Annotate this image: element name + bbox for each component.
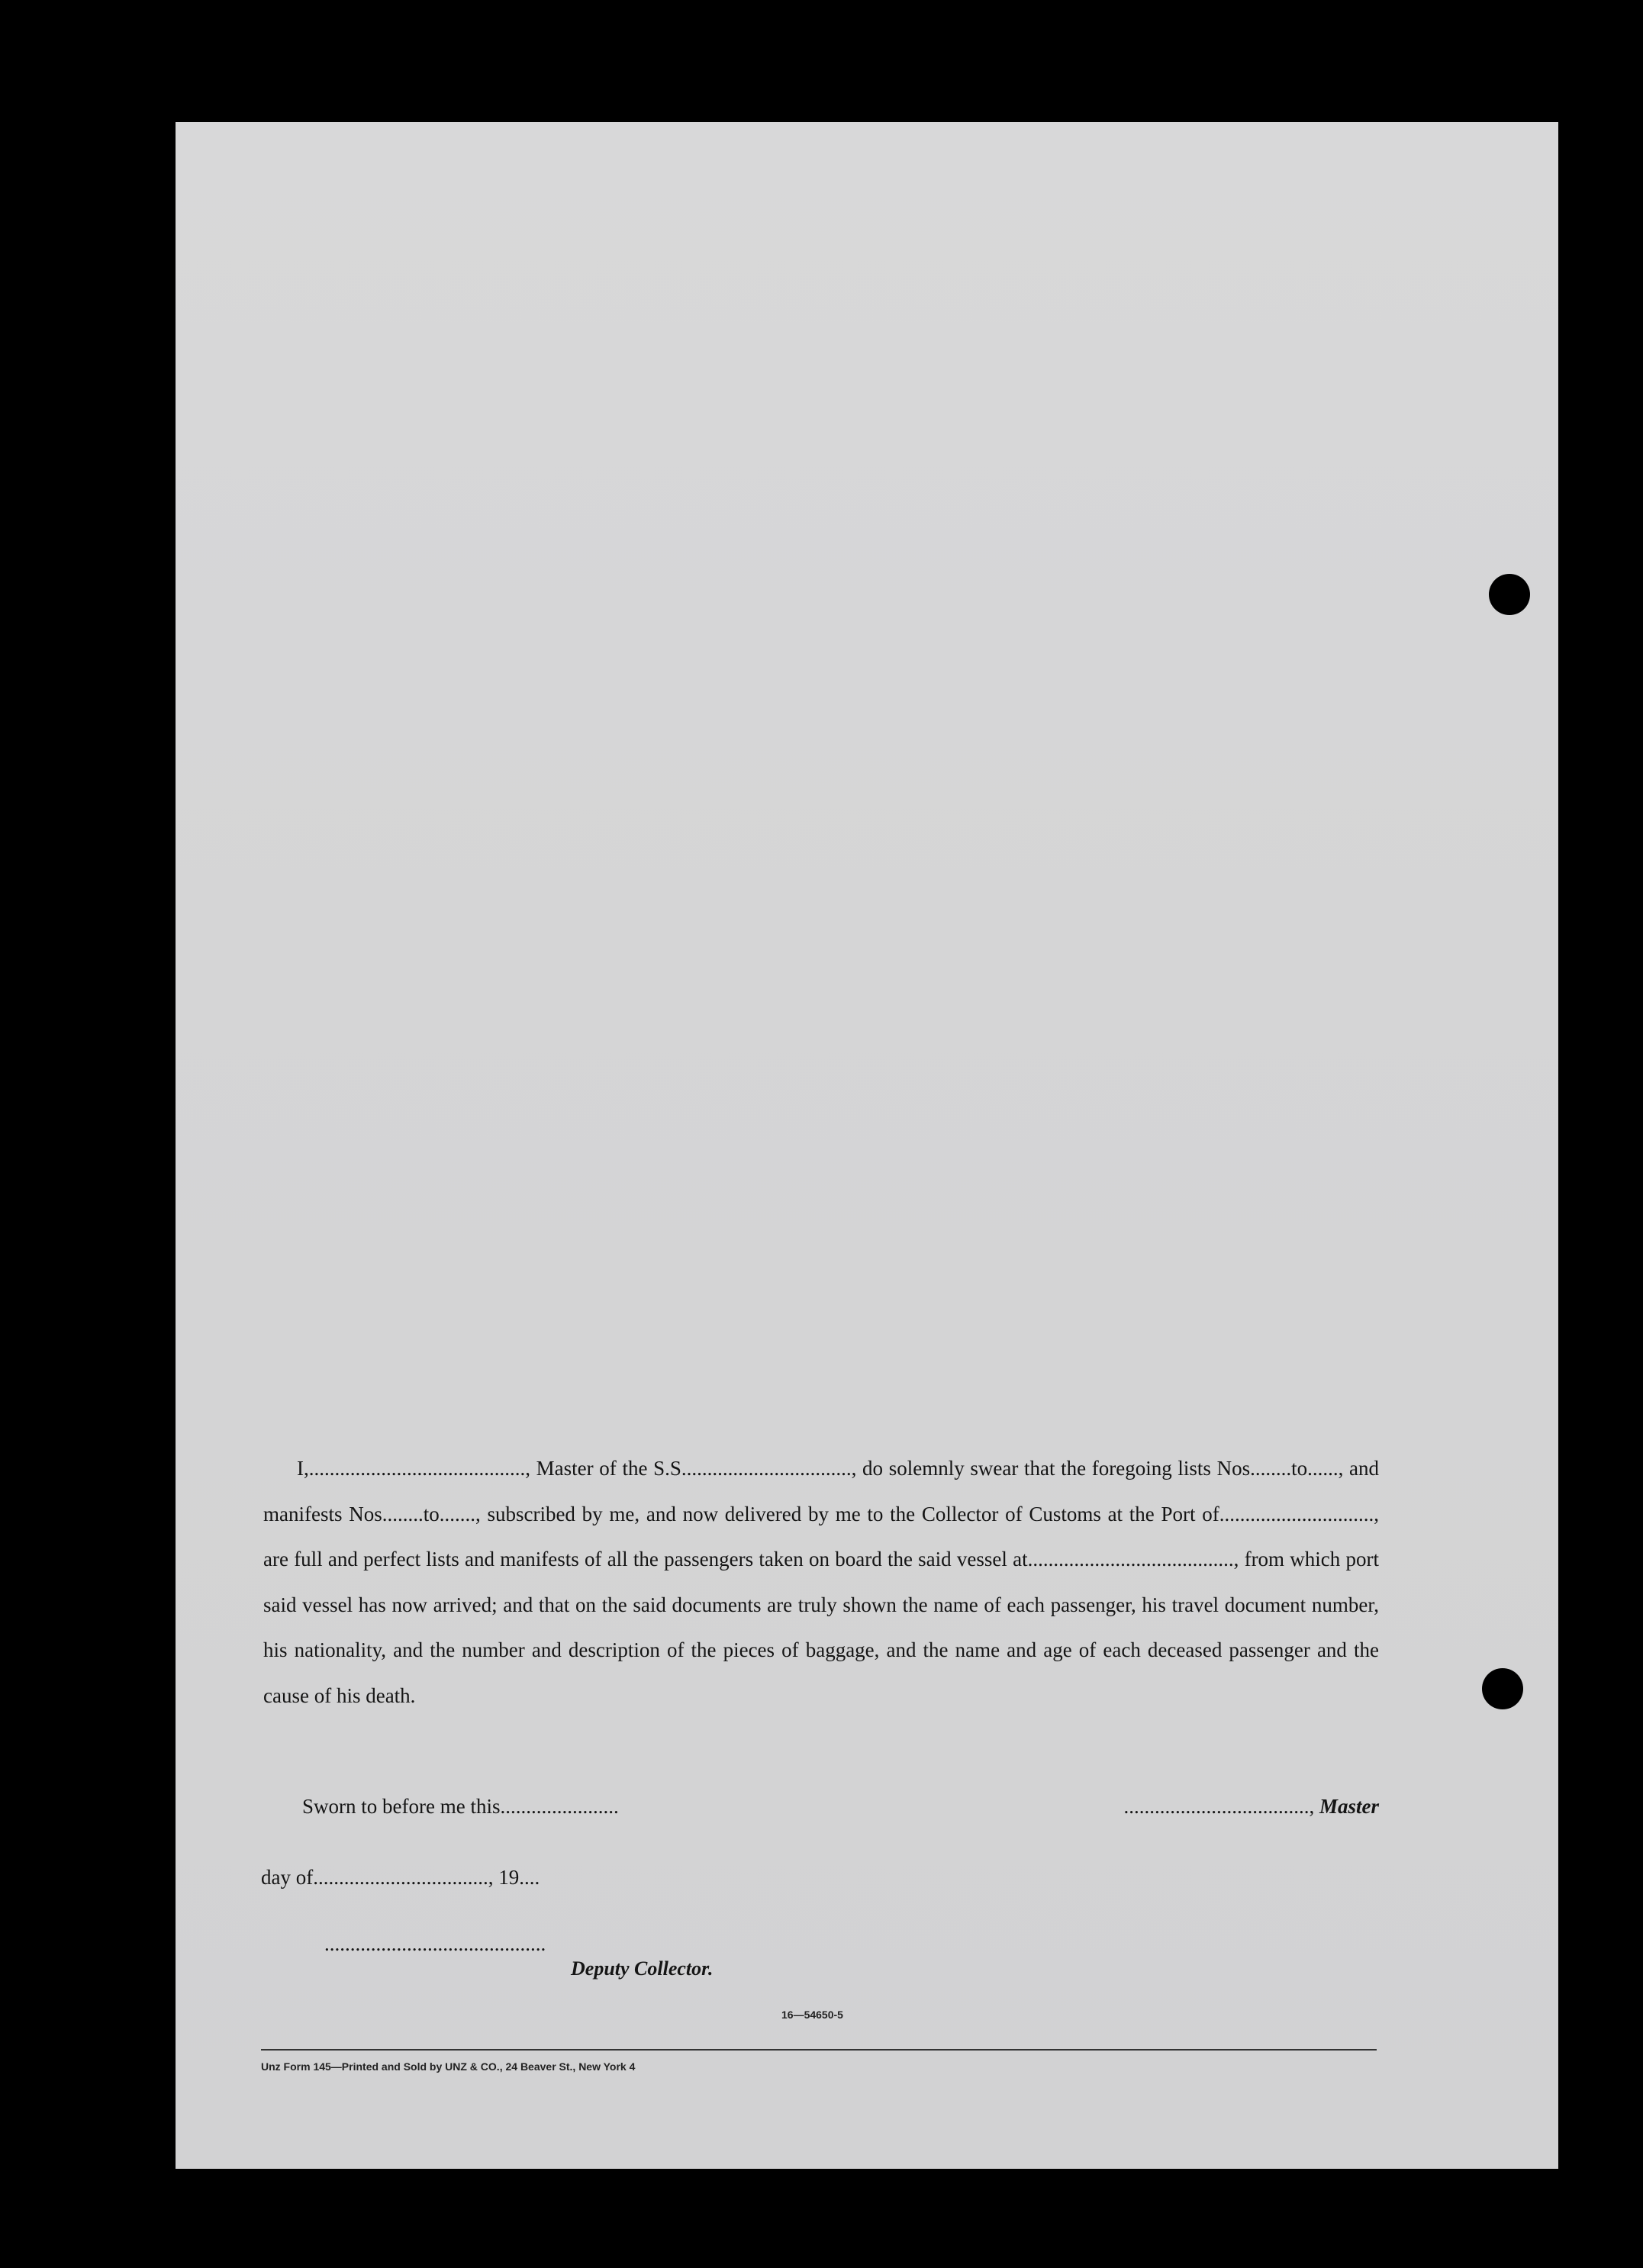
punch-hole — [1482, 1668, 1523, 1709]
sworn-line: Sworn to before me this....................... — [302, 1795, 619, 1818]
form-number: 16—54650-5 — [781, 2009, 843, 2021]
master-signature-dots: ...................................., — [1123, 1795, 1315, 1818]
master-label: Master — [1319, 1795, 1379, 1818]
master-signature-line — [935, 1795, 1379, 1819]
deputy-signature-dots: ........................................... — [324, 1932, 546, 1955]
day-of-line: day of.................................., 19.... — [261, 1866, 540, 1889]
deputy-collector-label: Deputy Collector. — [571, 1957, 714, 1980]
document-page — [176, 122, 1558, 2169]
oath-paragraph: I,.........................................., Master of the S.S................................., do solemnly swear that the foregoing lists Nos........to......, and manifests Nos........to......., subscribed by me, and now delivered by me to the Collector of Customs at the Port of.............................., are full and perfect lists and manifests of all the passengers taken on board the said vessel at........................................, from which port said vessel has now arrived; and that on the said documents are truly shown the name of each passenger, his travel document number, his nationality, and the number and description of the pieces of baggage, and the name and age of each deceased passenger and the cause of his death. — [263, 1457, 1379, 1707]
punch-hole — [1489, 574, 1530, 615]
footer-divider — [261, 2049, 1377, 2051]
oath-statement — [263, 1446, 1379, 1719]
printer-imprint: Unz Form 145—Printed and Sold by UNZ & CO., 24 Beaver St., New York 4 — [261, 2060, 636, 2073]
